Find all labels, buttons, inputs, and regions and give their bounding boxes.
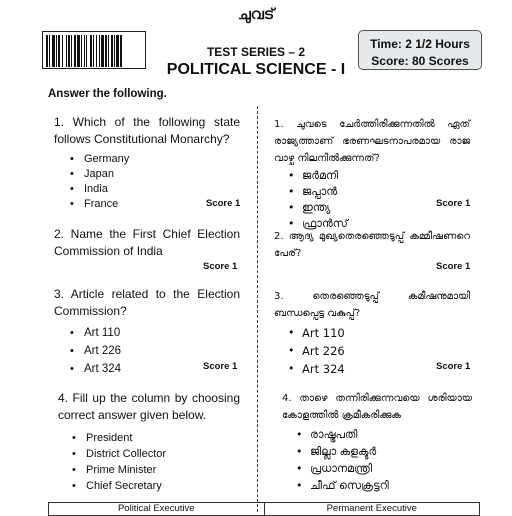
malayalam-title: ചുവട്	[237, 5, 275, 23]
question-text: 4. Fill up the column by choosing correct answer given below.	[58, 391, 240, 422]
table-header-permanent: Permanent Executive	[264, 503, 480, 515]
option: • Art 110	[70, 324, 240, 342]
time-label: Time: 2 1/2 Hours	[370, 37, 470, 51]
option: • രാഷ്ട്രപതി	[296, 426, 472, 443]
question-4-ml	[282, 390, 472, 494]
question-text: 3. തെരഞ്ഞെടുപ്പ് കമീഷനുമായി ബന്ധപ്പെട്ട വകുപ്പ്?	[274, 291, 470, 319]
option: • Art 226	[288, 342, 470, 360]
option: • ജർമനി	[288, 168, 470, 184]
options-list	[296, 426, 472, 494]
option: • Japan	[70, 167, 240, 182]
score-label: Score 1	[436, 261, 471, 272]
question-text: 4. താഴെ തന്നിരിക്കുന്നവയെ ശരിയായ കോളത്തിൽ ക്രമീകരിക്കുക	[282, 393, 472, 421]
option: • Prime Minister	[72, 462, 240, 478]
score-label: Score 1	[436, 361, 471, 372]
subject-title: POLITICAL SCIENCE - I	[166, 61, 346, 78]
time-score-box	[358, 30, 482, 70]
score-label: Score 1	[203, 261, 238, 272]
executive-table-header	[48, 502, 480, 516]
option: • India	[70, 182, 240, 197]
option: • ഫ്രാൻസ്	[288, 216, 470, 232]
score-label: Score 1	[436, 198, 471, 209]
option: • ഇന്ത്യ	[288, 200, 470, 216]
question-1-ml	[274, 116, 470, 232]
instruction: Answer the following.	[48, 88, 167, 100]
score-label: Score 1	[203, 361, 238, 372]
question-text: 2. ആദ്യ മുഖ്യതെരഞ്ഞെടുപ്പ് കമ്മീഷണറെ പേര്?	[274, 231, 470, 259]
option: • Art 110	[288, 324, 470, 342]
table-header-political: Political Executive	[117, 503, 195, 514]
option: • District Collector	[72, 446, 240, 462]
question-4-en	[58, 390, 240, 494]
option: • Art 324	[288, 360, 470, 378]
option: • France	[70, 197, 240, 212]
question-text: 1. Which of the following state follows Constitutional Monarchy?	[54, 115, 240, 146]
question-text: 1. ചുവടെ ചേർത്തിരിക്കുന്നതിൽ ഏത് രാജ്യത്താണ് ഭരണഘടനാപരമായ രാജ വാഴ്ച നിലനിൽക്കുന്നത്?	[274, 119, 470, 164]
column-divider	[257, 106, 258, 512]
option: • Chief Secretary	[72, 478, 240, 494]
question-text: 3. Article related to the Election Commission?	[54, 287, 240, 318]
question-text: 2. Name the First Chief Election Commission of India	[54, 227, 240, 258]
option: • Art 324	[70, 360, 240, 378]
option: • Art 226	[70, 342, 240, 360]
score-label: Score 1	[206, 198, 241, 209]
question-2-en	[54, 226, 240, 260]
option: • Germany	[70, 152, 240, 167]
score-total-label: Score: 80 Scores	[371, 54, 469, 68]
options-list	[72, 430, 240, 494]
test-series-label: TEST SERIES – 2	[206, 45, 306, 59]
option: • ജപ്പാൻ	[288, 184, 470, 200]
option: • ജില്ലാ കളക്ടർ	[296, 443, 472, 460]
option: • President	[72, 430, 240, 446]
option: • ചീഫ് സെക്രട്ടറി	[296, 477, 472, 494]
question-2-ml	[274, 228, 470, 262]
option: • പ്രധാനമന്ത്രി	[296, 460, 472, 477]
